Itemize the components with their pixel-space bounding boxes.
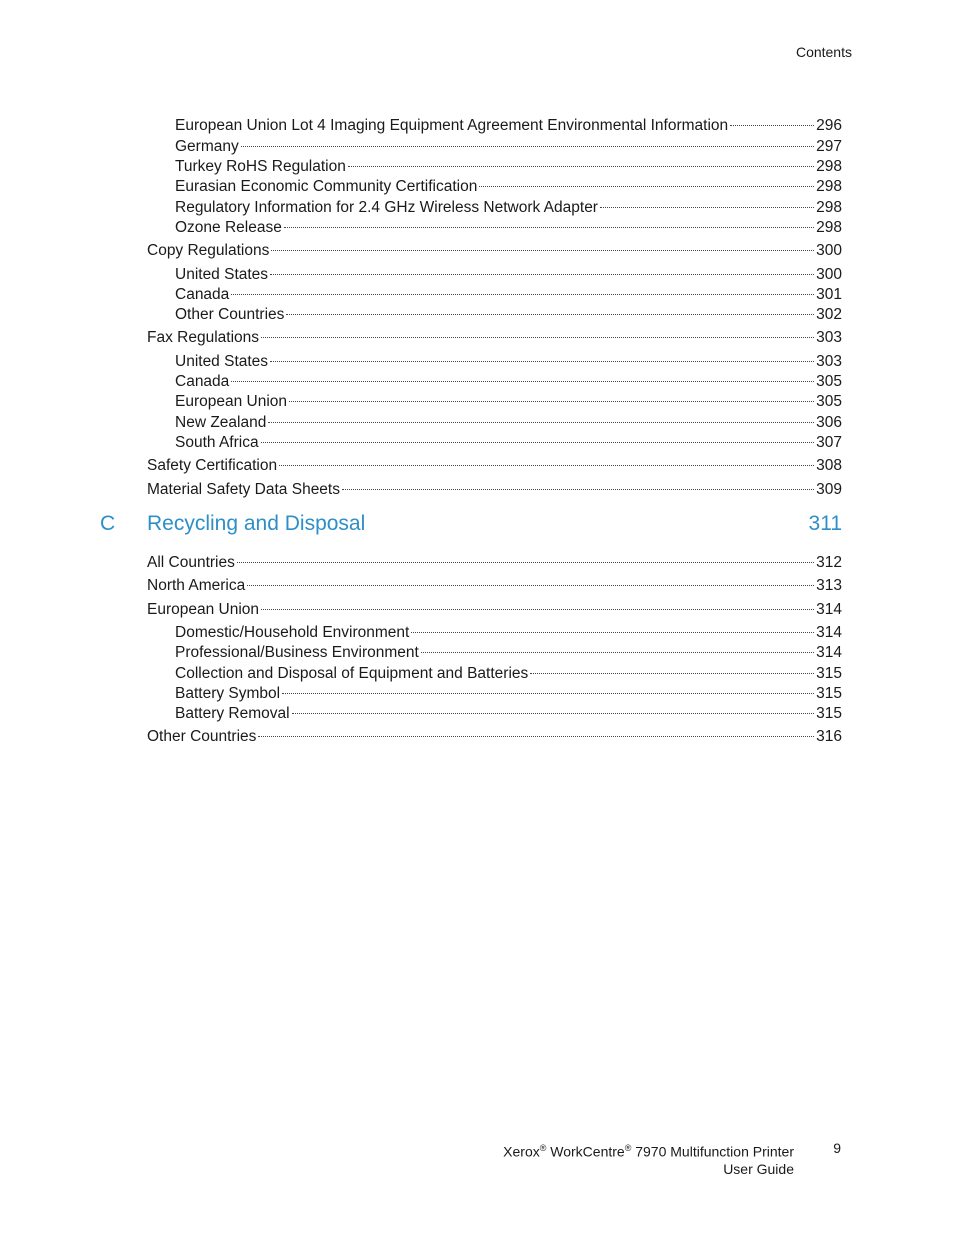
toc-entry-title: Ozone Release — [175, 219, 282, 236]
toc-entry-title: Other Countries — [147, 728, 257, 745]
toc-entry[interactable] — [175, 177, 842, 197]
toc-entry[interactable] — [175, 413, 842, 433]
toc-entry[interactable] — [175, 198, 842, 218]
toc-entry-title: Germany — [175, 138, 239, 155]
toc-entry-title: Other Countries — [175, 306, 285, 323]
running-header: Contents — [795, 44, 852, 60]
toc-entry[interactable] — [147, 600, 842, 620]
footer-product-line — [503, 1140, 794, 1161]
dot-leader — [411, 632, 814, 633]
toc-entry-page: 303 — [816, 353, 842, 370]
footer-guide: User Guide — [723, 1160, 794, 1177]
toc-entry[interactable] — [175, 433, 842, 453]
dot-leader — [261, 442, 815, 443]
toc-entry[interactable] — [175, 218, 842, 238]
footer-product-info — [503, 1140, 794, 1178]
toc-entry-title: Turkey RoHS Regulation — [175, 158, 346, 175]
dot-leader — [268, 422, 814, 423]
toc-entry[interactable] — [147, 328, 842, 348]
toc-entry[interactable] — [175, 664, 842, 684]
dot-leader — [231, 294, 814, 295]
toc-entry-page: 298 — [816, 158, 842, 175]
toc-entry-page: 314 — [816, 601, 842, 618]
toc-entry-page: 312 — [816, 554, 842, 571]
toc-entry[interactable] — [175, 352, 842, 372]
toc-entry-page: 298 — [816, 219, 842, 236]
dot-leader — [241, 146, 814, 147]
toc-entry-page: 301 — [816, 286, 842, 303]
toc-entry-page: 303 — [816, 329, 842, 346]
toc-entry-page: 300 — [816, 242, 842, 259]
toc-entry[interactable] — [175, 704, 842, 724]
toc-entry-title: Material Safety Data Sheets — [147, 481, 340, 498]
toc-entry-page: 297 — [816, 138, 842, 155]
dot-leader — [289, 401, 814, 402]
chapter-title: Recycling and Disposal — [147, 512, 366, 535]
toc-entry-page: 296 — [816, 117, 842, 134]
dot-leader — [279, 465, 814, 466]
toc-entry[interactable] — [175, 392, 842, 412]
toc-entry-title: Copy Regulations — [147, 242, 270, 259]
toc-entry-page: 306 — [816, 414, 842, 431]
toc-entry-title: New Zealand — [175, 414, 267, 431]
toc-entry-title: South Africa — [175, 434, 259, 451]
dot-leader — [600, 207, 814, 208]
toc-entry-page: 298 — [816, 199, 842, 216]
toc-entry[interactable] — [147, 553, 842, 573]
dot-leader — [231, 381, 814, 382]
toc-entry-title: North America — [147, 577, 246, 594]
footer-brand: Xerox — [503, 1143, 540, 1160]
dot-leader — [261, 337, 814, 338]
toc-entry-page: 313 — [816, 577, 842, 594]
toc-entry-title: Eurasian Economic Community Certification — [175, 178, 478, 195]
toc-entry-page: 307 — [816, 434, 842, 451]
toc-entry[interactable] — [175, 137, 842, 157]
toc-entry-page: 302 — [816, 306, 842, 323]
toc-entry-page: 305 — [816, 393, 842, 410]
dot-leader — [530, 673, 814, 674]
chapter-page-number: 311 — [808, 512, 842, 535]
toc-entry-title: Safety Certification — [147, 457, 278, 474]
toc-entry-page: 314 — [816, 624, 842, 641]
toc-entry[interactable] — [175, 643, 842, 663]
toc-entry-page: 308 — [816, 457, 842, 474]
toc-entry[interactable] — [175, 623, 842, 643]
toc-entry-title: Canada — [175, 373, 230, 390]
toc-entry[interactable] — [175, 116, 842, 136]
dot-leader — [261, 609, 814, 610]
dot-leader — [247, 585, 814, 586]
dot-leader — [258, 736, 814, 737]
toc-entry-page: 315 — [816, 685, 842, 702]
toc-entry-page: 315 — [816, 665, 842, 682]
toc-entry-title: Canada — [175, 286, 230, 303]
toc-entry[interactable] — [147, 576, 842, 596]
registered-mark: ® — [624, 1143, 632, 1153]
toc-entry-page: 315 — [816, 705, 842, 722]
toc-entry[interactable] — [175, 305, 842, 325]
dot-leader — [271, 250, 814, 251]
toc-entry-title: Battery Symbol — [175, 685, 281, 702]
toc-entry-title: European Union — [147, 601, 260, 618]
toc-entry-title: European Union Lot 4 Imaging Equipment Agreement Environmental Information — [175, 117, 729, 134]
toc-entry[interactable] — [147, 456, 842, 476]
footer-product: WorkCentre — [550, 1143, 625, 1160]
dot-leader — [286, 314, 814, 315]
dot-leader — [284, 227, 814, 228]
dot-leader — [348, 166, 814, 167]
toc-entry-title: United States — [175, 353, 269, 370]
dot-leader — [237, 562, 814, 563]
toc-entry-title: Professional/Business Environment — [175, 644, 419, 661]
toc-entry-page: 314 — [816, 644, 842, 661]
registered-mark: ® — [539, 1143, 547, 1153]
dot-leader — [421, 652, 814, 653]
toc-entry[interactable] — [175, 684, 842, 704]
dot-leader — [479, 186, 814, 187]
dot-leader — [292, 713, 815, 714]
toc-entry-title: All Countries — [147, 554, 235, 571]
toc-entry-page: 298 — [816, 178, 842, 195]
footer-model: 7970 Multifunction Printer — [635, 1143, 794, 1160]
toc-entry-page: 309 — [816, 481, 842, 498]
dot-leader — [270, 274, 814, 275]
dot-leader — [270, 361, 814, 362]
toc-entry[interactable] — [147, 480, 842, 500]
chapter-letter: C — [100, 512, 116, 535]
toc-entry-title: Battery Removal — [175, 705, 290, 722]
chapter-heading[interactable] — [100, 512, 842, 540]
toc-entry-page: 300 — [816, 266, 842, 283]
toc-entry[interactable] — [175, 372, 842, 392]
toc-entry-title: Regulatory Information for 2.4 GHz Wireless Network Adapter — [175, 199, 598, 216]
dot-leader — [730, 125, 814, 126]
toc-entry[interactable] — [147, 727, 842, 747]
dot-leader — [282, 693, 814, 694]
toc-entry-title: Domestic/Household Environment — [175, 624, 410, 641]
toc-entry-title: Collection and Disposal of Equipment and Batteries — [175, 665, 529, 682]
toc-entry-page: 305 — [816, 373, 842, 390]
toc-entry[interactable] — [175, 265, 842, 285]
toc-entry-title: Fax Regulations — [147, 329, 260, 346]
page-number: 9 — [833, 1140, 841, 1156]
toc-entry-page: 316 — [816, 728, 842, 745]
toc-entry[interactable] — [175, 157, 842, 177]
toc-entry-title: United States — [175, 266, 269, 283]
toc-entry[interactable] — [147, 241, 842, 261]
dot-leader — [342, 489, 814, 490]
toc-entry-title: European Union — [175, 393, 288, 410]
toc-entry[interactable] — [175, 285, 842, 305]
